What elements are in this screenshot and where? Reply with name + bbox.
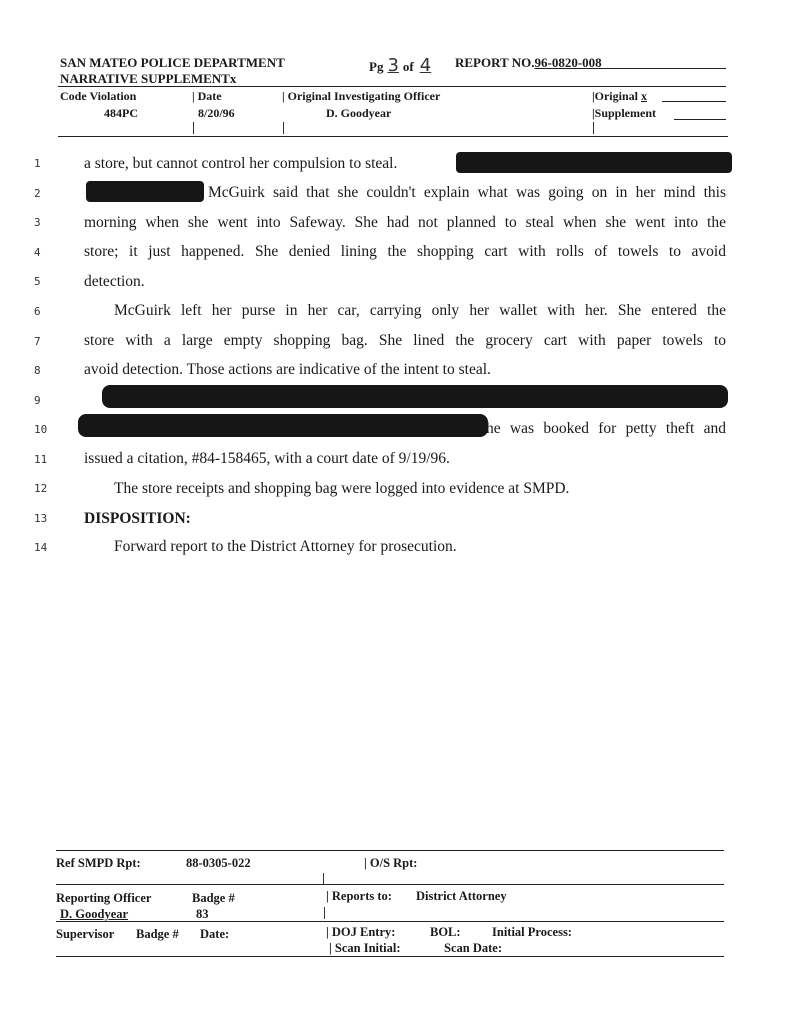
of-label: of	[402, 59, 414, 74]
line-number: 5	[34, 275, 41, 288]
line-number: 10	[34, 423, 48, 436]
line-number: 8	[34, 364, 41, 377]
narrative-line: issued a citation, #84-158465, with a court date of 9/19/96.	[84, 450, 450, 467]
doj-entry-label: | DOJ Entry:	[326, 925, 396, 939]
supplement-divider	[593, 122, 594, 134]
redaction-bar	[78, 414, 488, 437]
narrative-line: a store, but cannot control her compulsion to steal.	[84, 155, 398, 172]
officer-value: D. Goodyear	[326, 106, 392, 120]
narrative-line: The store receipts and shopping bag were logged into evidence at SMPD.	[114, 480, 570, 497]
code-violation-value: 484PC	[104, 106, 138, 120]
ref-rpt-label: Ref SMPD Rpt:	[56, 856, 141, 870]
narrative-line: McGuirk said that she couldn't explain what was going on in her mind this	[208, 184, 726, 201]
page-total: 4	[419, 55, 432, 76]
narrative-line: morning when she went into Safeway. She had not planned to steal when she went into the	[84, 214, 726, 231]
date-divider	[193, 122, 194, 134]
line-number: 9	[34, 394, 41, 407]
original-mark: x	[640, 89, 647, 103]
narrative-line: McGuirk left her purse in her car, carrying only her wallet with her. She entered the	[114, 302, 726, 319]
report-number-label: REPORT NO.	[455, 55, 535, 70]
badge-label: Badge #	[192, 891, 235, 905]
supervisor-badge-label: Badge #	[136, 927, 179, 941]
narrative-line: detection.	[84, 273, 145, 290]
line-number: 3	[34, 216, 41, 229]
supplement-underline	[674, 119, 726, 120]
date-value: 8/20/96	[198, 106, 235, 120]
reporting-officer-value: D. Goodyear	[60, 907, 129, 921]
original-field	[592, 89, 647, 104]
narrative-line: Forward report to the District Attorney for prosecution.	[114, 538, 457, 555]
footer-rule-3	[56, 921, 724, 922]
page-indicator	[369, 55, 437, 76]
report-number-underline	[540, 68, 726, 69]
line-number: 14	[34, 541, 48, 554]
original-label: |Original	[592, 89, 638, 103]
line-number: 12	[34, 482, 48, 495]
narrative-line: store; it just happened. She denied lining the shopping cart with rolls of towels to avoid	[84, 243, 726, 260]
reports-to-divider	[324, 907, 325, 919]
narrative-line: he was booked for petty theft and	[486, 420, 726, 437]
scan-date-label: Scan Date:	[444, 941, 502, 955]
officer-label: | Original Investigating Officer	[282, 89, 441, 103]
footer-rule-4	[56, 956, 724, 957]
line-number: 6	[34, 305, 41, 318]
line-number: 13	[34, 512, 48, 525]
line-number: 7	[34, 335, 41, 348]
department-name: SAN MATEO POLICE DEPARTMENT	[60, 55, 285, 70]
initial-process-label: Initial Process:	[492, 925, 572, 939]
reports-to-label: | Reports to:	[326, 889, 392, 903]
badge-value: 83	[196, 907, 209, 921]
page-label: Pg	[369, 59, 384, 74]
line-number: 1	[34, 157, 41, 170]
redaction-bar	[456, 152, 732, 173]
footer-rule-2	[56, 884, 724, 885]
narrative-line: store with a large empty shopping bag. She lined the grocery cart with paper towels to	[84, 332, 726, 349]
line-number: 11	[34, 453, 48, 466]
date-label: | Date	[192, 89, 222, 103]
bol-label: BOL:	[430, 925, 461, 939]
original-underline	[662, 101, 726, 102]
scan-initial-label: | Scan Initial:	[329, 941, 401, 955]
supervisor-label: Supervisor	[56, 927, 115, 941]
page-number: 3	[387, 55, 399, 76]
header-rule-top	[58, 86, 726, 87]
os-rpt-label: | O/S Rpt:	[364, 856, 418, 870]
ref-rpt-value: 88-0305-022	[186, 856, 251, 870]
reporting-officer-label: Reporting Officer	[56, 891, 152, 905]
supervisor-date-label: Date:	[200, 927, 230, 941]
header-rule-bottom	[58, 136, 728, 137]
redaction-bar	[86, 181, 204, 202]
supplement-label: |Supplement	[592, 106, 656, 120]
narrative-line: avoid detection. Those actions are indicative of the intent to steal.	[84, 361, 491, 378]
disposition-heading: DISPOSITION:	[84, 510, 191, 527]
footer-rule-1	[56, 850, 724, 851]
code-violation-label: Code Violation	[60, 89, 137, 103]
report-number: 96-0820-008	[534, 55, 602, 70]
line-number: 2	[34, 187, 41, 200]
reports-to-value: District Attorney	[416, 889, 507, 903]
redaction-bar	[102, 385, 728, 408]
officer-divider	[283, 122, 284, 134]
line-number: 4	[34, 246, 41, 259]
form-title: NARRATIVE SUPPLEMENTx	[60, 71, 237, 86]
